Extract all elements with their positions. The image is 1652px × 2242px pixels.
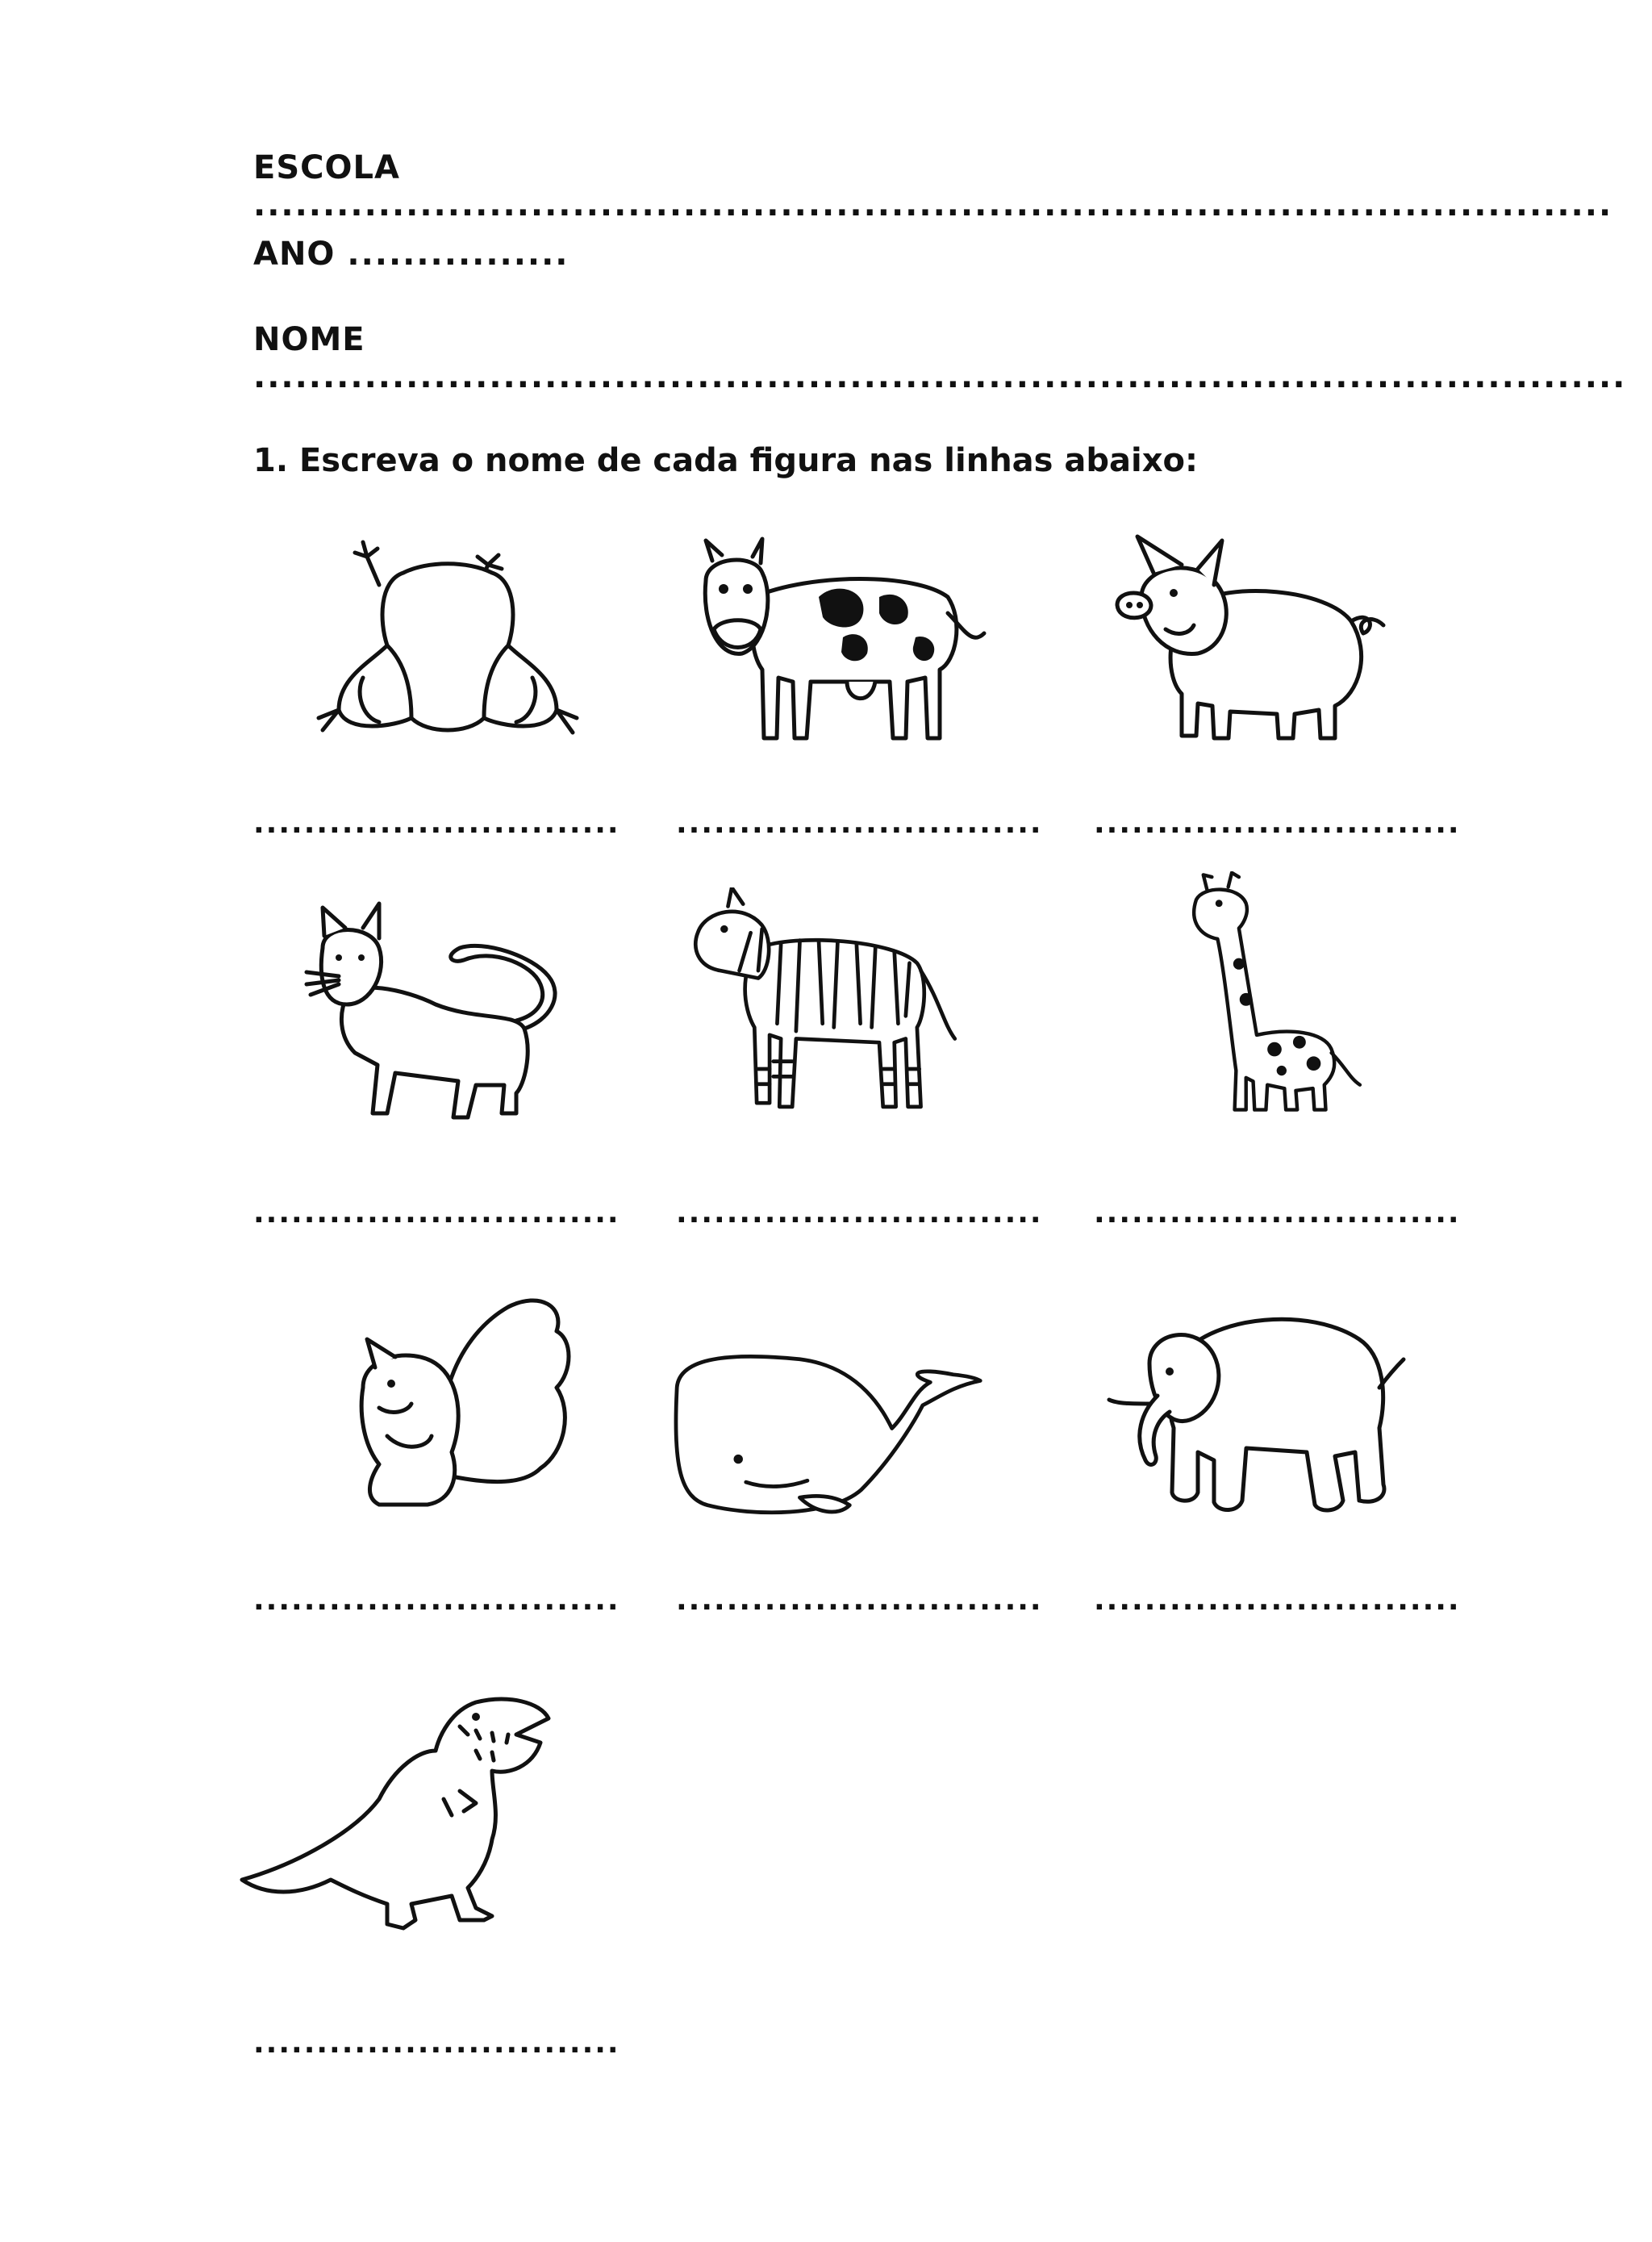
dinosaur-icon xyxy=(234,1686,573,1944)
name-blank[interactable]: ................................................................................................... xyxy=(253,358,1627,395)
answer-line[interactable]: ............................. xyxy=(676,1196,1043,1230)
exercise-instruction: 1. Escreva o nome de cada figura nas linhas abaixo: xyxy=(253,442,1198,479)
year-blank[interactable]: ................ xyxy=(347,236,569,273)
frog-icon xyxy=(290,524,613,766)
answer-line[interactable]: ............................. xyxy=(253,2027,620,2060)
year-label: ANO xyxy=(253,236,336,273)
elephant-icon xyxy=(1093,1291,1416,1533)
answer-line[interactable]: ............................. xyxy=(676,1584,1043,1617)
school-field xyxy=(253,149,1652,223)
cat-icon xyxy=(274,900,597,1142)
whale-icon xyxy=(661,1315,984,1557)
cow-icon xyxy=(674,524,996,766)
school-label: ESCOLA xyxy=(253,149,400,186)
answer-line[interactable]: ............................. xyxy=(1094,1584,1461,1617)
answer-line[interactable]: ............................. xyxy=(1094,1196,1461,1230)
school-blank[interactable]: .................................................................................................. xyxy=(253,186,1613,223)
pig-icon xyxy=(1093,524,1416,766)
answer-line[interactable]: ............................. xyxy=(253,1196,620,1230)
name-field xyxy=(253,321,1652,395)
year-field xyxy=(253,236,569,273)
answer-line[interactable]: ............................. xyxy=(253,807,620,840)
zebra-icon xyxy=(657,887,980,1129)
answer-line[interactable]: ............................. xyxy=(1094,807,1461,840)
squirrel-icon xyxy=(298,1291,621,1533)
name-label: NOME xyxy=(253,321,365,358)
answer-line[interactable]: ............................. xyxy=(253,1584,620,1617)
answer-line[interactable]: ............................. xyxy=(676,807,1043,840)
giraffe-icon xyxy=(1113,871,1436,1113)
